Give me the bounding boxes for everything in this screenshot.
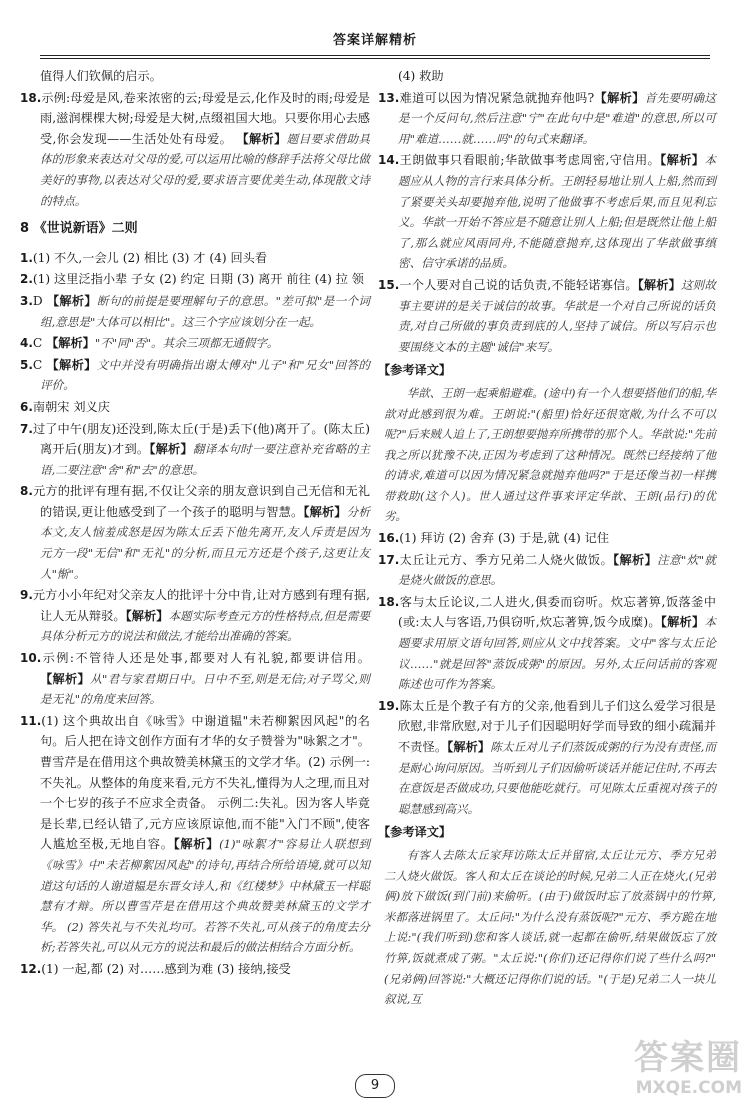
item-number: 18. [378,594,400,609]
answer-text: (1) 这个典故出自《咏雪》中谢道韫"未若柳絮因风起"的名句。后人把在诗文创作方面有才华的女子赞誉为"咏絮之才"。曹雪芹是在借用这个典故赞美林黛玉的文学才华。(2) 示例一:不失礼。从整体的角度来看,元方不失礼,懂得为人之理,而且对一个七岁的孩子不应求全责备。 示例二:失礼。因为客人毕竟是长辈,已经认错了,元方应该原谅他,而不能"入门不顾",使客人尴尬至极,无地自容。 [40,713,370,852]
item-number: 19. [378,698,400,713]
analysis-tag: 【解析】 [594,90,645,105]
right-column [378,66,716,1011]
answer-item [20,291,370,332]
item-number: 4. [20,336,33,351]
answer-text: 王朗做事只看眼前;华歆做事考虑周密,守信用。 [399,153,661,168]
item-number: 8. [20,484,33,499]
answer-item [20,585,370,647]
left-column [20,66,370,981]
answer-item [20,248,370,269]
analysis-text: 本题应从人物的言行来具体分析。王朗轻易地让别人上船,然而到了紧要关头却要抛弃他,说明了他做事不考虑后果,而且见利忘义。华歆一开始不答应是不随意让别人上船;但是既然让他上船了,那么就应风雨同舟,不能随意抛弃,这体现出了华歆做事缜密、信守承诺的品质。 [398,153,716,271]
analysis-text: 本题要求用原文语句回答,则应从文中找答案。文中"客与太丘论议……"就是回答"蒸饭成粥"的原因。另外,太丘问话前的客观陈述也可作为答案。 [398,615,716,692]
answer-item [20,397,370,418]
analysis-text: 这则故事主要讲的是关于诚信的故事。华歆是一个对自己所说的话负责,对自己所做的事负责到底的人,坚持了诚信。所以写启示也要围绕文本的主题"诚信"来写。 [398,277,717,354]
answer-item [20,648,370,710]
answer-list [378,88,716,358]
item-number: 15. [378,277,400,292]
item-number: 16. [378,531,400,546]
answer-text: 元方的批评有理有据,不仅让父亲的朋友意识到自己无信和无礼的错误,更让他感受到了一个孩子的聪明与智慧。 [32,484,370,519]
answer-text: (1) 一起,都 (2) 对……感到为难 (3) 接纳,接受 [41,961,291,976]
answer-item [378,528,716,549]
analysis-tag: 【解析】 [660,153,705,168]
answer-text: D [32,293,47,308]
item-number: 11. [20,713,42,728]
item-number: 12. [20,961,42,976]
answer-item [378,550,716,591]
analysis-text: 分析本文,友人恼羞成怒是因为陈太丘丢下他先离开,友人斥责是因为元方一段"无信"和"无礼"的分析,而且元方还是个孩子,这更让友人"惭"。 [40,504,370,581]
reference-translation-text: 有客人去陈太丘家拜访陈太丘并留宿,太丘让元方、季方兄弟二人烧火做饭。客人和太丘在谈论的时候,兄弟二人正在烧火,(兄弟俩)放下做饭(到门前)来偷听。(由于)做饭时忘了放蒸锅中的竹箅,米都落进锅里了。太丘问:"为什么没有蒸饭呢?"元方、季方跪在地上说:"(我们听到)您和客人谈话,就一起都在偷听,结果做饭忘了放竹箅,饭就煮成了粥。"太丘说:"(你们)还记得你们说了些什么吗?"(兄弟俩)回答说:"大概还记得你们说的话。"(于是)兄弟二人一块儿叙说,互 [384,847,716,1007]
analysis-text: (1)"咏絮才"容易让人联想到《咏雪》中"未若柳絮因风起"的诗句,再结合所给语境,就可以知道这句话的人谢道韫是东晋女诗人,和《红楼梦》中林黛玉一样聪慧有才辩。所以曹雪芹是在借用这个典故赞美林黛玉的文学才华。 (2) 答失礼与不失礼均可。若答不失礼,可从孩子的角度去分析;若答失礼,可以从元方的说法和最后的做法相结合方面分析。 [40,837,371,955]
item-number: 5. [20,357,33,372]
analysis-tag: 【解析】 [637,277,681,292]
analysis-tag: 【解析】 [46,357,97,372]
answer-text: 陈太丘是个教子有方的父亲,他看到儿子们这么爱学习很是欣慰,非常欣慰,对于儿子们因聪明好学而导致的细小疏漏并不责怪。 [398,698,716,754]
answer-text: C [32,357,47,372]
analysis-tag: 【解析】 [46,336,95,351]
answer-item [20,333,370,354]
analysis-tag: 【解析】 [613,552,658,567]
answer-item-18 [20,88,370,212]
answer-text: 难道可以因为情况紧急就抛弃他吗? [399,90,595,105]
answer-text: C [32,336,47,351]
item-number: 3. [20,293,33,308]
header-rule-thin [40,58,710,59]
answer-text: 元方小小年纪对父亲友人的批评十分中肯,让对方感到有理有据,让人无从辩驳。 [32,588,370,623]
answer-list [20,248,370,980]
answer-item [20,355,370,396]
analysis-text: 题目要求借助具体的形象来表达对父母的爱,可以运用比喻的修辞手法将父母比做美好的事物,以表达对父母的爱,要求语言要优美生动,体现散文诗的特点。 [40,131,371,208]
analysis-tag: 【解析】 [303,504,347,519]
answer-text: (1) 拜访 (2) 舍弃 (3) 于是,就 (4) 记住 [399,531,609,546]
reference-translation-text: 华歆、王朗一起乘船避难。(途中)有一个人想要搭他们的船,华歆对此感到很为难。王朗说:"(船里)恰好还很宽敞,为什么不可以呢?"后来贼人追上了,王朗想要抛弃所携带的那个人。华歆说:"先前我之所以犹豫不决,正因为考虑到了这种情况。既然已经接纳了他的请求,难道可以因为情况紧急就抛弃他吗?"于是还像当初一样携带救助(这个人)。世人通过这件事来评定华歆、王朗(品行)的优劣。 [384,385,716,524]
answer-item [20,481,370,584]
answer-item [378,88,716,150]
analysis-text: 陈太丘对儿子们蒸饭成粥的行为没有责怪,而是耐心询问原因。当听到儿子们因偷听谈话并能记住时,不再去在意饭是否做成功,只要他能吃就行。可见陈太丘重视对孩子的聪慧感到高兴。 [398,740,717,816]
reference-translation-title: 【参考译文】 [378,363,452,378]
answer-text: 南朝宋 刘义庆 [32,399,110,414]
answer-text: 一个人要对自己说的话负责,不能轻诺寡信。 [399,277,638,292]
analysis-text: 从"君与家君期日中。日中不至,则是无信;对子骂父,则是无礼"的角度来回答。 [40,671,370,707]
item-number: 9. [20,588,33,603]
page-number: 9 [355,1074,395,1098]
answer-item [20,959,370,980]
analysis-text: 本题实际考查元方的性格特点,但是需要具体分析元方的说法和做法,才能给出准确的答案。 [40,608,371,644]
item-number: 10. [20,651,42,666]
analysis-text: 注意"炊"就是烧火做饭的意思。 [398,552,716,588]
section-title: 8 《世说新语》二则 [20,221,138,237]
answer-list [378,528,716,819]
header-rule [40,55,710,56]
answer-text: 过了中午(朋友)还没到,陈太丘(于是)丢下(他)离开了。(陈太丘)离开后(朋友)才到。 [32,421,370,457]
answer-text: (1) 不久,一会儿 (2) 相比 (3) 才 (4) 回头看 [32,250,268,265]
answer-item [378,696,716,820]
answer-item [20,419,370,481]
answer-item [378,275,716,357]
analysis-tag: 【解析】 [149,442,193,457]
analysis-text: 翻译本句时一要注意补充省略的主语,二要注意"舍"和"去"的意思。 [40,442,371,477]
item-number: 13. [378,90,400,105]
answer-item [20,711,370,958]
analysis-tag: 【解析】 [447,740,491,754]
item-number: 2. [20,272,33,287]
answer-item [378,150,716,274]
answer-text: 太丘让元方、季方兄弟二人烧火做饭。 [399,552,614,567]
answer-item [378,592,716,695]
item-number: 6. [20,399,33,414]
analysis-tag: 【解析】 [236,131,287,146]
watermark-text: 答案圈 [634,1038,742,1078]
item-number: 1. [20,250,33,265]
answer-text: (1) 这里泛指小辈 子女 (2) 约定 日期 (3) 离开 前往 (4) 拉 领 [32,272,364,287]
watermark-logo [592,1038,742,1104]
analysis-tag: 【解析】 [173,837,220,852]
item-number: 17. [378,552,400,567]
continued-line: (4) 救助 [398,69,444,83]
item-number: 14. [378,153,400,168]
watermark-url: MXQE.COM [635,1078,742,1098]
answer-item [20,269,370,290]
item-number: 18. [20,90,42,105]
analysis-tag: 【解析】 [40,671,91,686]
answer-text: 示例:不管待人还是处事,都要对人有礼貌,都要讲信用。 [41,651,370,666]
header-title: 答案详解精析 [332,33,417,48]
reference-translation-title: 【参考译文】 [378,825,452,840]
analysis-text: 首先要明确这是一个反问句,然后注意"宁"在此句中是"难道"的意思,所以可用"难道……就……吗"的句式来翻译。 [398,90,716,146]
analysis-tag: 【解析】 [660,615,705,630]
analysis-tag: 【解析】 [46,293,97,308]
item-number: 7. [20,421,33,436]
analysis-tag: 【解析】 [125,608,169,623]
answer-text: 示例:母爱是风,卷来浓密的云;母爱是云,化作及时的雨;母爱是雨,滋润棵棵大树;母爱是大树,点缀祖国大地。只要你用心去感受,你会发现——生活处处有母爱。 [40,90,370,146]
analysis-text: 断句的前提是要理解句子的意思。"差可拟"是一个词组,意思是"大体可以相比"。这三个字应该划分在一起。 [40,293,370,329]
continued-line: 值得人们钦佩的启示。 [40,69,162,83]
answer-text: 客与太丘论议,二人进火,俱委而窃听。炊忘著箅,饭落釜中(或:太人与客语,乃俱窃听,炊忘著箅,饭今成糜)。 [398,594,716,630]
analysis-text: 文中并没有明确指出谢太傅对"儿子"和"兄女"回答的评价。 [40,357,371,393]
analysis-text: "不"同"否"。其余三项都无通假字。 [94,336,279,351]
